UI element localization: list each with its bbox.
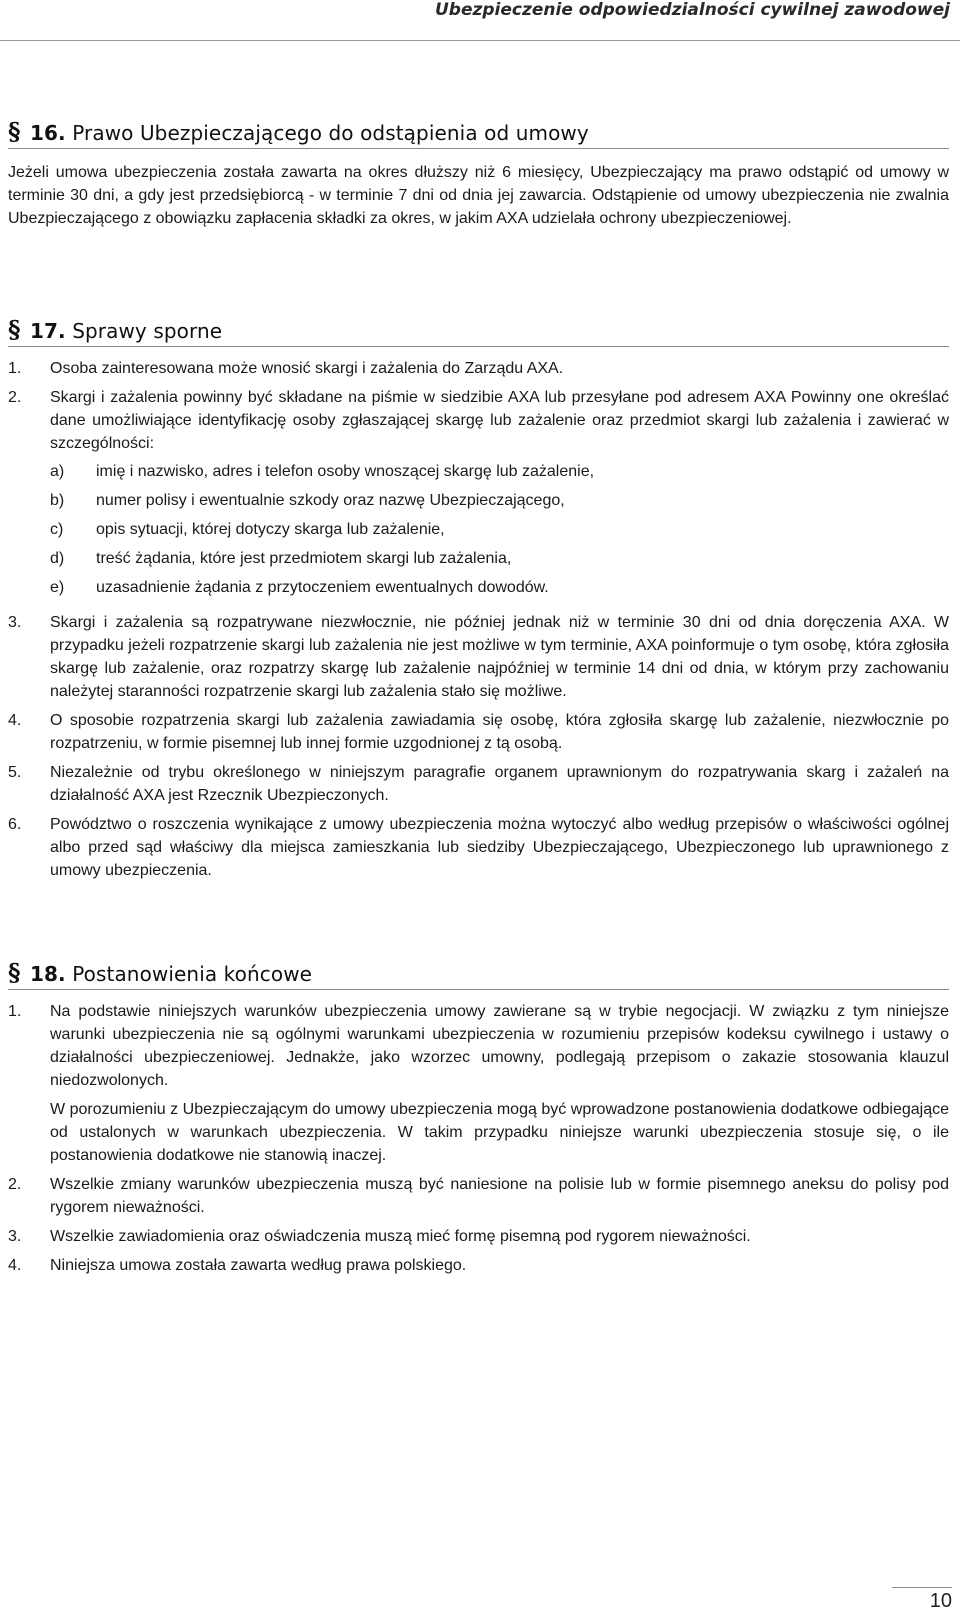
section-17-title [30, 319, 222, 343]
list-item [8, 611, 949, 703]
sub-list-item [50, 518, 949, 541]
section-title-text: Postanowienia końcowe [72, 962, 313, 986]
sub-item-text: imię i nazwisko, adres i telefon osoby wnoszącej skargę lub zażalenie, [96, 463, 595, 480]
list-item [8, 357, 949, 380]
document-title: Ubezpieczenie odpowiedzialności cywilnej zawodowej [434, 0, 950, 20]
item-number: 1. [8, 360, 22, 377]
list-item [8, 1173, 949, 1219]
section-17-list [8, 357, 949, 882]
list-item [8, 1254, 949, 1277]
sub-list [50, 460, 949, 599]
section-number: 17. [30, 319, 66, 343]
item-number: 2. [8, 1176, 22, 1193]
section-16 [8, 117, 949, 230]
section-title-text: Sprawy sporne [72, 319, 223, 343]
item-text: Wszelkie zawiadomienia oraz oświadczenia muszą mieć formę pisemną pod rygorem nieważności. [50, 1228, 751, 1245]
section-symbol: § [8, 958, 21, 987]
sub-item-letter: c) [50, 521, 64, 538]
item-number: 5. [8, 764, 22, 781]
sub-item-letter: e) [50, 579, 65, 596]
section-18-list [8, 1000, 949, 1277]
list-item [8, 1225, 949, 1248]
sub-list-item [50, 460, 949, 483]
item-body [50, 1000, 949, 1167]
item-body [50, 386, 949, 605]
item-text: Na podstawie niniejszych warunków ubezpieczenia umowy zawierane są w trybie negocjacji. W związku z tym niniejsze warunki ubezpieczenia nie są ogólnymi warunkami ubezpieczenia w rozumieniu przepisów kodeksu cywilnego i ustawy o działalności ubezpieczeniowej. Jednakże, jako wzorzec umowny, podlegają przepisom o zakazie stosowania klauzul niedozwolonych. [50, 1003, 949, 1089]
item-number: 6. [8, 816, 22, 833]
section-16-title [30, 121, 589, 145]
section-17-heading [8, 315, 949, 344]
section-number: 18. [30, 962, 66, 986]
item-number: 2. [8, 389, 22, 406]
item-text: O sposobie rozpatrzenia skargi lub zażalenia zawiadamia się osobę, która zgłosiła skargę lub zażalenie, niezwłocznie po rozpatrzeniu, w formie pisemnej lub innej formie uzgodnionej z tą osobą. [50, 712, 949, 752]
section-16-heading [8, 117, 949, 146]
item-number: 1. [8, 1003, 22, 1020]
item-text: Skargi i zażalenia są rozpatrywane niezwłocznie, nie później jednak niż w terminie 30 dni od dnia doręczenia AXA. W przypadku jeżeli rozpatrzenie skargi lub zażalenia nie jest możliwe w tym terminie, AXA poinformuje o tym osobę, która zgłosiła skargę lub zażalenie, oraz rozpatrzy skargę lub zażalenie najpóźniej w terminie 14 dni od dnia, w którym przy zachowaniu należytej staranności rozpatrzenie skargi lub zażalenia stało się możliwe. [50, 614, 949, 700]
sub-item-letter: b) [50, 492, 65, 509]
running-header [0, 0, 960, 41]
section-number: 16. [30, 121, 66, 145]
item-text: Wszelkie zmiany warunków ubezpieczenia muszą być naniesione na polisie lub w formie pisemnego aneksu do polisy pod rygorem nieważności. [50, 1176, 949, 1216]
sub-list-item [50, 489, 949, 512]
item-text: Powództwo o roszczenia wynikające z umowy ubezpieczenia można wytoczyć albo według przepisów o właściwości ogólnej albo przed sąd właściwy dla miejsca zamieszkania lub siedziby Ubezpieczającego, Ubezpieczonego lub uprawnionego z umowy ubezpieczenia. [50, 816, 949, 879]
sub-item-text: uzasadnienie żądania z przytoczeniem ewentualnych dowodów. [96, 579, 549, 596]
list-item [8, 813, 949, 882]
section-17 [8, 315, 949, 888]
sub-item-letter: d) [50, 550, 65, 567]
list-item [8, 709, 949, 755]
sub-item-text: treść żądania, które jest przedmiotem skargi lub zażalenia, [96, 550, 512, 567]
list-item [8, 761, 949, 807]
section-title-text: Prawo Ubezpieczającego do odstąpienia od umowy [72, 121, 589, 145]
sub-item-text: numer polisy i ewentualnie szkody oraz nazwę Ubezpieczającego, [96, 492, 565, 509]
page-number: 10 [892, 1587, 952, 1613]
list-item [8, 1000, 949, 1167]
sub-list-item [50, 547, 949, 570]
sub-item-letter: a) [50, 463, 65, 480]
section-18 [8, 958, 949, 1283]
section-symbol: § [8, 315, 21, 344]
heading-rule [8, 346, 949, 347]
item-text: Niniejsza umowa została zawarta według prawa polskiego. [50, 1257, 467, 1274]
section-symbol: § [8, 117, 21, 146]
heading-rule [8, 989, 949, 990]
heading-rule [8, 148, 949, 149]
item-text: Skargi i zażalenia powinny być składane na piśmie w siedzibie AXA lub przesyłane pod adresem AXA Powinny one określać dane umożliwiające identyfikację osoby zgłaszającej skargę lub zażalenie oraz przedmiot skargi lub zażalenia i zawierać w szczególności: [50, 389, 949, 452]
item-number: 3. [8, 614, 22, 631]
list-item [8, 386, 949, 605]
item-number: 4. [8, 712, 22, 729]
section-16-paragraph: Jeżeli umowa ubezpieczenia została zawarta na okres dłuższy niż 6 miesięcy, Ubezpieczający ma prawo odstąpić od umowy w terminie 30 dni, a gdy jest przedsiębiorcą - w terminie 7 dni od dnia jej zawarcia. Odstąpienie od umowy ubezpieczenia nie zwalnia Ubezpieczającego z obowiązku zapłacenia składki za okres, w jakim AXA udzielała ochrony ubezpieczeniowej. [8, 164, 949, 227]
section-18-title [30, 962, 312, 986]
sub-item-text: opis sytuacji, której dotyczy skarga lub zażalenie, [96, 521, 445, 538]
item-number: 3. [8, 1228, 22, 1245]
item-text: Niezależnie od trybu określonego w niniejszym paragrafie organem uprawnionym do rozpatrywania skarg i zażaleń na działalność AXA jest Rzecznik Ubezpieczonych. [50, 764, 949, 804]
section-18-heading [8, 958, 949, 987]
sub-list-item [50, 576, 949, 599]
item-text: Osoba zainteresowana może wnosić skargi i zażalenia do Zarządu AXA. [50, 360, 564, 377]
item-extra-paragraph: W porozumieniu z Ubezpieczającym do umowy ubezpieczenia mogą być wprowadzone postanowienia dodatkowe odbiegające od ustalonych w warunkach ubezpieczenia. W takim przypadku niniejsze warunki ubezpieczenia stosuje się, o ile postanowienia dodatkowe nie stanowią inaczej. [50, 1101, 949, 1164]
item-number: 4. [8, 1257, 22, 1274]
